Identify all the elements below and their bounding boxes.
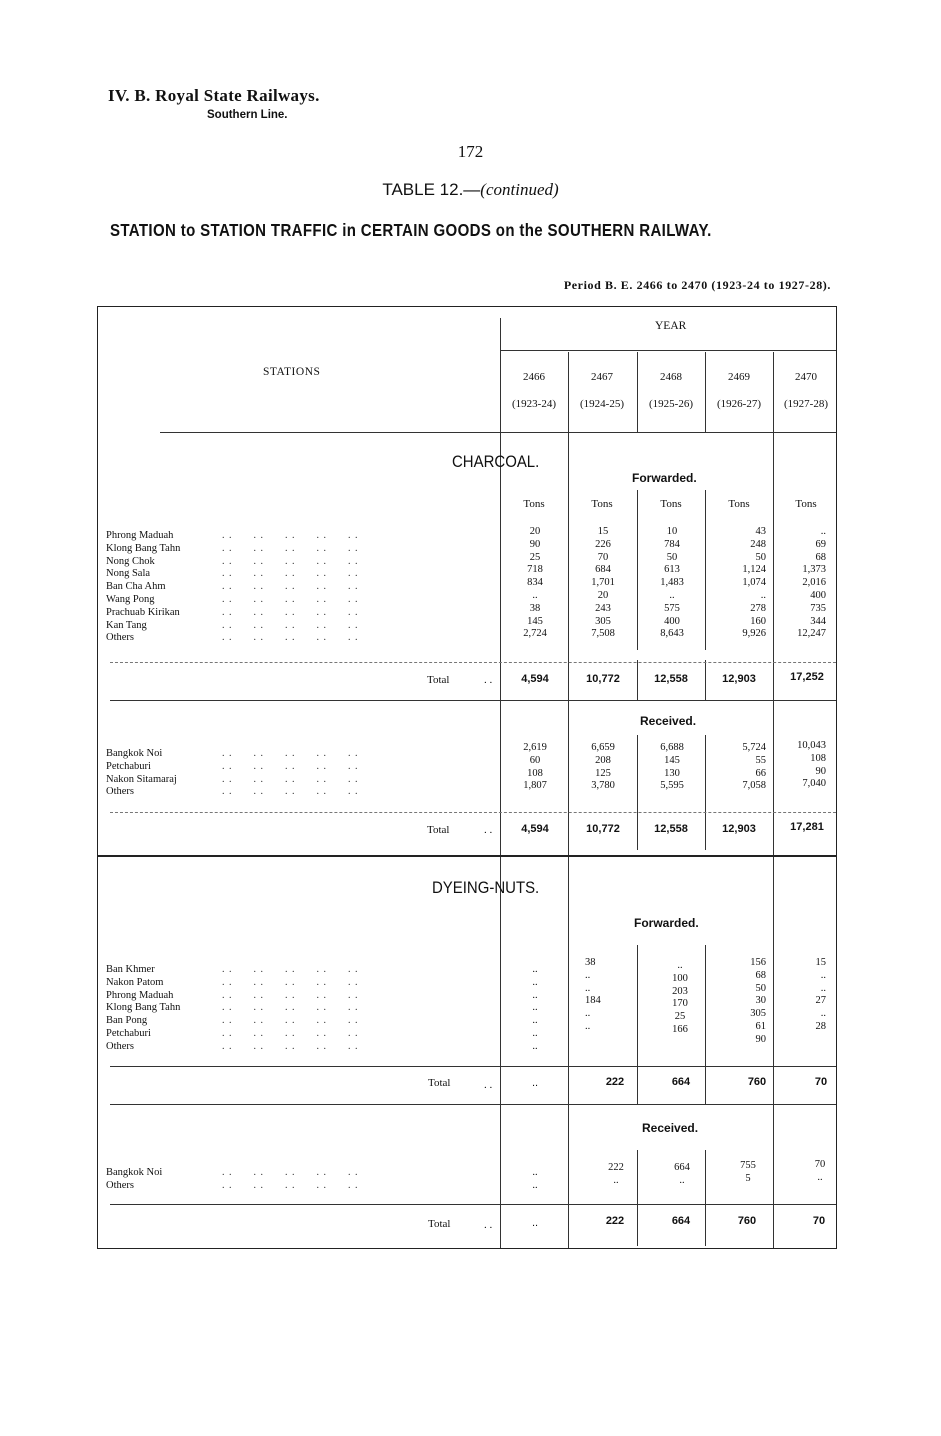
table-cell: 15	[597, 526, 609, 537]
table-cell: 50	[755, 982, 766, 994]
dyeing-fwd-2467	[585, 957, 625, 1047]
table-cell: 1,483	[660, 577, 684, 589]
table-label	[0, 180, 941, 200]
dyeing-fwd-end-rule	[110, 1104, 836, 1105]
table-cell: 1,373	[802, 564, 826, 576]
leader-dots-row: . . . . . . . . . .	[222, 581, 359, 593]
table-cell: 1,701	[591, 577, 615, 589]
table-cell: Others	[106, 1040, 134, 1052]
table-cell: ..	[532, 1167, 538, 1178]
header-rule	[160, 432, 836, 433]
leader-dots-row: . . . . . . . . . .	[222, 773, 359, 785]
dyeing-fwd-total-2467: 222	[605, 1076, 625, 1088]
charcoal-rec-stations	[106, 748, 177, 799]
table-cell: 10,043	[797, 740, 826, 751]
leader-dots-row: . . . . . . . . . .	[222, 1040, 359, 1052]
table-cell: Others	[106, 1179, 134, 1191]
dyeing-rec-total-rule	[110, 1204, 836, 1205]
table-cell: 8,643	[660, 628, 684, 640]
table-cell: ..	[820, 969, 826, 981]
table-cell: 50	[666, 551, 678, 563]
table-cell: Klong Bang Tahn	[106, 1002, 181, 1014]
table-cell: 145	[664, 754, 680, 766]
year-ce-2467: (1924-25)	[580, 398, 624, 410]
table-cell: 55	[755, 754, 766, 766]
table-cell: 66	[755, 767, 766, 779]
table-cell: ..	[820, 526, 826, 537]
table-cell: 400	[810, 589, 826, 601]
leader-dots	[222, 748, 359, 799]
year-ce-2468: (1925-26)	[649, 398, 693, 410]
col-divider-3-b	[705, 660, 706, 700]
table-cell: 243	[595, 602, 611, 614]
table-cell: 70	[814, 1159, 826, 1170]
dyeing-nuts-title: DYEING-NUTS.	[432, 878, 540, 897]
dyeing-rec-2469	[718, 1160, 778, 1186]
charcoal-fwd-total-2467: 10,772	[586, 673, 620, 685]
total-dots: . .	[484, 1219, 493, 1231]
leader-dots-row: . . . . . . . . . .	[222, 555, 359, 567]
table-cell: 27	[815, 995, 826, 1007]
table-cell: 203	[672, 985, 688, 997]
year-be-2470: 2470	[795, 371, 817, 383]
col-divider-3-a	[705, 490, 706, 650]
leader-dots-row: . . . . . . . . . .	[222, 1027, 359, 1039]
dyeing-fwd-stations	[106, 964, 180, 1054]
leader-dots-row: . . . . . . . . . .	[222, 1179, 359, 1191]
table-cell: 208	[595, 754, 611, 766]
table-cell: Phrong Maduah	[106, 530, 174, 541]
unit-label: Tons	[795, 498, 817, 510]
charcoal-fwd-2467	[573, 526, 633, 641]
leader-dots-row: . . . . . . . . . .	[222, 786, 359, 798]
col-divider-2-c	[637, 735, 638, 850]
charcoal-rec-2467	[573, 742, 633, 793]
charcoal-forwarded-label: Forwarded.	[632, 471, 697, 485]
table-cell: 226	[595, 538, 611, 550]
col-divider-2-a	[637, 490, 638, 650]
table-cell: 69	[815, 538, 826, 550]
table-cell: 25	[529, 551, 541, 563]
col-divider-2-top	[637, 352, 638, 432]
table-cell: 68	[815, 551, 826, 563]
leader-dots-row: . . . . . . . . . .	[222, 593, 359, 605]
table-title: STATION to STATION TRAFFIC in CERTAIN GOODS on the SOUTHERN RAILWAY.	[110, 220, 712, 240]
table-cell: 38	[585, 957, 596, 968]
table-cell: Prachuab Kirikan	[106, 606, 180, 618]
charcoal-rec-total-2468: 12,558	[654, 823, 688, 835]
col-divider-1	[568, 352, 569, 1248]
charcoal-received-label: Received.	[640, 714, 697, 728]
table-cell: ..	[532, 1179, 538, 1191]
table-cell: 10	[666, 526, 678, 537]
leader-dots-row: . . . . . . . . . .	[222, 606, 359, 618]
table-cell: 30	[755, 995, 766, 1007]
table-cell: 156	[750, 957, 766, 968]
table-cell: 2,619	[523, 742, 547, 753]
table-cell: 38	[529, 602, 541, 614]
dyeing-fwd-total-2469: 760	[747, 1076, 767, 1088]
table-cell: 12,247	[797, 628, 826, 640]
table-cell: ..	[532, 1015, 538, 1027]
year-rule	[500, 350, 836, 351]
unit-label: Tons	[591, 498, 613, 510]
leader-dots-row: . . . . . . . . . .	[222, 1002, 359, 1014]
table-cell: Nakon Patom	[106, 976, 164, 988]
col-divider-3-c	[705, 735, 706, 850]
table-cell: 125	[595, 767, 611, 779]
dyeing-rec-total-2469: 760	[737, 1215, 757, 1227]
table-cell: Phrong Maduah	[106, 989, 174, 1001]
charcoal-rec-total-rule	[110, 812, 836, 813]
table-cell: 90	[529, 538, 541, 550]
table-cell: 5,724	[742, 742, 766, 753]
table-cell: 1,074	[742, 577, 766, 589]
dyeing-fwd-total-rule	[110, 1066, 836, 1067]
table-cell: 278	[750, 602, 766, 614]
leader-dots	[222, 530, 359, 645]
table-cell: Others	[106, 786, 134, 798]
table-cell: 7,040	[802, 778, 826, 790]
dyeing-rec-stations	[106, 1167, 162, 1193]
leader-dots-row: . . . . . . . . . .	[222, 1015, 359, 1027]
table-cell: ..	[820, 982, 826, 994]
table-cell: Nakon Sitamaraj	[106, 773, 177, 785]
col-divider-2-b	[637, 660, 638, 700]
table-cell: 575	[664, 602, 680, 614]
dyeing-rec-2467	[586, 1162, 646, 1188]
dyeing-rec-2468	[652, 1162, 712, 1188]
charcoal-rec-total-2469: 12,903	[722, 823, 756, 835]
table-cell: 400	[664, 615, 680, 627]
dyeing-fwd-total-2466: ..	[531, 1077, 539, 1089]
table-label-text: TABLE 12.—	[382, 180, 481, 199]
table-label-continued: (continued)	[480, 180, 559, 199]
table-cell: 25	[674, 1011, 686, 1023]
charcoal-fwd-2468	[642, 526, 702, 641]
dyeing-fwd-2470	[778, 957, 826, 1047]
leader-dots-row: . . . . . . . . . .	[222, 964, 359, 975]
charcoal-title: CHARCOAL.	[452, 452, 540, 471]
table-cell: 9,926	[742, 628, 766, 640]
charcoal-rec-2468	[642, 742, 702, 793]
dyeing-rec-total-label: Total	[428, 1218, 451, 1230]
table-cell: 6,688	[660, 742, 684, 753]
table-cell: 755	[740, 1160, 756, 1171]
charcoal-rec-2470	[778, 740, 826, 791]
dyeing-fwd-total-2468: 664	[671, 1076, 691, 1088]
table-cell: 5	[745, 1172, 751, 1184]
table-cell: ..	[613, 1174, 619, 1186]
period-label: Period B. E. 2466 to 2470 (1923-24 to 1927-28).	[563, 278, 831, 292]
table-cell: ..	[585, 969, 591, 981]
table-cell: ..	[585, 1020, 591, 1032]
table-cell: Bangkok Noi	[106, 1167, 163, 1178]
leader-dots-row: . . . . . . . . . .	[222, 748, 359, 759]
total-dots: . .	[484, 1079, 493, 1091]
total-dots: . .	[484, 824, 493, 836]
table-cell: 1,124	[742, 564, 766, 576]
table-cell: 305	[595, 615, 611, 627]
charcoal-rec-total-2466: 4,594	[521, 823, 549, 835]
charcoal-fwd-2466	[505, 526, 565, 641]
table-cell: ..	[532, 964, 538, 975]
table-cell: 222	[608, 1162, 624, 1173]
table-cell: 166	[672, 1023, 688, 1035]
table-cell: Ban Cha Ahm	[106, 581, 166, 593]
table-cell: 1,807	[523, 780, 547, 792]
table-cell: 718	[527, 564, 543, 576]
table-cell: 7,058	[742, 780, 766, 792]
table-cell: ..	[532, 1040, 538, 1052]
year-be-2466: 2466	[523, 371, 545, 383]
table-cell: 2,016	[802, 577, 826, 589]
year-be-2467: 2467	[591, 371, 613, 383]
dyeing-rec-2470	[790, 1159, 850, 1185]
table-cell: 108	[527, 767, 543, 779]
table-cell: Ban Khmer	[106, 964, 155, 975]
charcoal-fwd-2470	[778, 526, 826, 641]
table-cell: 60	[529, 754, 541, 766]
table-cell: ..	[532, 589, 538, 601]
table-cell: ..	[532, 989, 538, 1001]
table-cell: 160	[750, 615, 766, 627]
year-ce-2466: (1923-24)	[512, 398, 556, 410]
charcoal-fwd-2469	[710, 526, 766, 641]
leader-dots-row: . . . . . . . . . .	[222, 632, 359, 644]
table-cell: 145	[527, 615, 543, 627]
table-cell: 43	[755, 526, 766, 537]
charcoal-rec-total-label: Total	[427, 824, 450, 836]
table-cell: 100	[672, 972, 688, 984]
table-cell: Others	[106, 632, 134, 644]
dyeing-rec-2466	[505, 1167, 565, 1193]
dyeing-rec-total-2470: 70	[812, 1215, 826, 1227]
table-cell: Klong Bang Tahn	[106, 542, 181, 554]
dyeing-fwd-2469	[710, 957, 766, 1047]
table-cell: 344	[810, 615, 826, 627]
table-cell: 70	[597, 551, 609, 563]
charcoal-rec-total-2467: 10,772	[586, 823, 620, 835]
col-divider-3-top	[705, 352, 706, 432]
leader-dots-row: . . . . . . . . . .	[222, 568, 359, 580]
leader-dots	[222, 1167, 359, 1193]
leader-dots-row: . . . . . . . . . .	[222, 542, 359, 554]
table-cell: 28	[815, 1020, 826, 1032]
table-cell: 130	[664, 767, 680, 779]
table-cell	[778, 1034, 826, 1047]
leader-dots	[222, 964, 359, 1054]
table-cell: 68	[755, 969, 766, 981]
table-cell: ..	[585, 982, 591, 994]
dyeing-forwarded-label: Forwarded.	[634, 916, 699, 930]
col-divider-4	[773, 352, 774, 1248]
table-cell: 613	[664, 564, 680, 576]
table-cell: 15	[815, 957, 826, 968]
subsection-heading: Southern Line.	[207, 109, 288, 121]
table-cell: 7,508	[591, 628, 615, 640]
total-dots: . .	[484, 674, 493, 686]
leader-dots-row: . . . . . . . . . .	[222, 619, 359, 631]
charcoal-fwd-stations	[106, 530, 180, 645]
table-cell	[585, 1034, 625, 1047]
table-cell: 50	[755, 551, 766, 563]
year-header: YEAR	[655, 320, 687, 332]
dyeing-rec-total-2468: 664	[671, 1215, 691, 1227]
table-cell: Wang Pong	[106, 593, 155, 605]
table-cell: 184	[585, 995, 601, 1007]
table-cell: ..	[669, 589, 675, 601]
table-cell	[652, 1037, 708, 1050]
table-cell: 20	[529, 526, 541, 537]
table-cell: Ban Pong	[106, 1015, 148, 1027]
table-cell: Petchaburi	[106, 760, 151, 772]
table-cell: Kan Tang	[106, 619, 147, 631]
table-cell: 784	[664, 538, 680, 550]
leader-dots-row: . . . . . . . . . .	[222, 976, 359, 988]
table-cell: 90	[755, 1033, 766, 1045]
leader-dots-row: . . . . . . . . . .	[222, 530, 359, 541]
charcoal-rec-2466	[505, 742, 565, 793]
table-cell: 305	[750, 1008, 766, 1020]
charcoal-rec-2469	[710, 742, 766, 793]
table-cell: 90	[815, 765, 826, 777]
year-be-2469: 2469	[728, 371, 750, 383]
charcoal-fwd-end-rule	[110, 700, 836, 701]
charcoal-fwd-total-2470: 17,252	[790, 671, 824, 683]
leader-dots-row: . . . . . . . . . .	[222, 1167, 359, 1178]
table-cell: 20	[597, 589, 609, 601]
table-cell: ..	[817, 1171, 823, 1183]
dyeing-fwd-2468	[652, 960, 708, 1050]
year-ce-2470: (1927-28)	[784, 398, 828, 410]
table-cell: ..	[532, 1002, 538, 1014]
table-cell: Petchaburi	[106, 1027, 151, 1039]
stations-header: STATIONS	[263, 366, 321, 378]
table-cell: Nong Chok	[106, 555, 155, 567]
year-ce-2469: (1926-27)	[717, 398, 761, 410]
leader-dots-row: . . . . . . . . . .	[222, 989, 359, 1001]
table-cell: 735	[810, 602, 826, 614]
table-cell: 3,780	[591, 780, 615, 792]
table-cell: 834	[527, 577, 543, 589]
table-cell: ..	[760, 589, 766, 601]
section-heading: IV. B. Royal State Railways.	[108, 86, 320, 105]
table-cell: 5,595	[660, 780, 684, 792]
table-cell: ..	[532, 976, 538, 988]
table-cell: ..	[820, 1008, 826, 1020]
table-cell: 6,659	[591, 742, 615, 753]
table-cell: 664	[674, 1162, 690, 1173]
dyeing-rec-total-2466: ..	[531, 1217, 539, 1229]
table-cell: 684	[595, 564, 611, 576]
table-cell: 248	[750, 538, 766, 550]
table-cell: Bangkok Noi	[106, 748, 163, 759]
page-number: 172	[457, 142, 484, 161]
table-cell: 170	[672, 998, 688, 1010]
unit-label: Tons	[660, 498, 682, 510]
charcoal-fwd-total-label: Total	[427, 674, 450, 686]
table-cell: 108	[810, 752, 826, 764]
dyeing-fwd-2466	[505, 964, 565, 1054]
dyeing-rec-total-2467: 222	[605, 1215, 625, 1227]
charcoal-fwd-total-2466: 4,594	[521, 673, 549, 685]
unit-label: Tons	[523, 498, 545, 510]
table-cell: 61	[755, 1020, 766, 1032]
section-divider	[98, 855, 836, 857]
dyeing-received-label: Received.	[642, 1121, 699, 1135]
unit-label: Tons	[728, 498, 750, 510]
table-cell: ..	[677, 960, 683, 971]
charcoal-fwd-total-rule	[110, 662, 836, 663]
table-cell: Nong Sala	[106, 568, 151, 580]
dyeing-fwd-total-label: Total	[428, 1077, 451, 1089]
year-be-2468: 2468	[660, 371, 682, 383]
table-cell: ..	[532, 1027, 538, 1039]
leader-dots-row: . . . . . . . . . .	[222, 760, 359, 772]
charcoal-fwd-total-2469: 12,903	[722, 673, 756, 685]
charcoal-fwd-total-2468: 12,558	[654, 673, 688, 685]
dyeing-fwd-total-2470: 70	[814, 1076, 828, 1088]
table-cell: ..	[585, 1008, 591, 1020]
table-cell: 2,724	[523, 628, 547, 640]
table-cell: ..	[679, 1174, 685, 1186]
charcoal-rec-total-2470: 17,281	[790, 821, 824, 833]
